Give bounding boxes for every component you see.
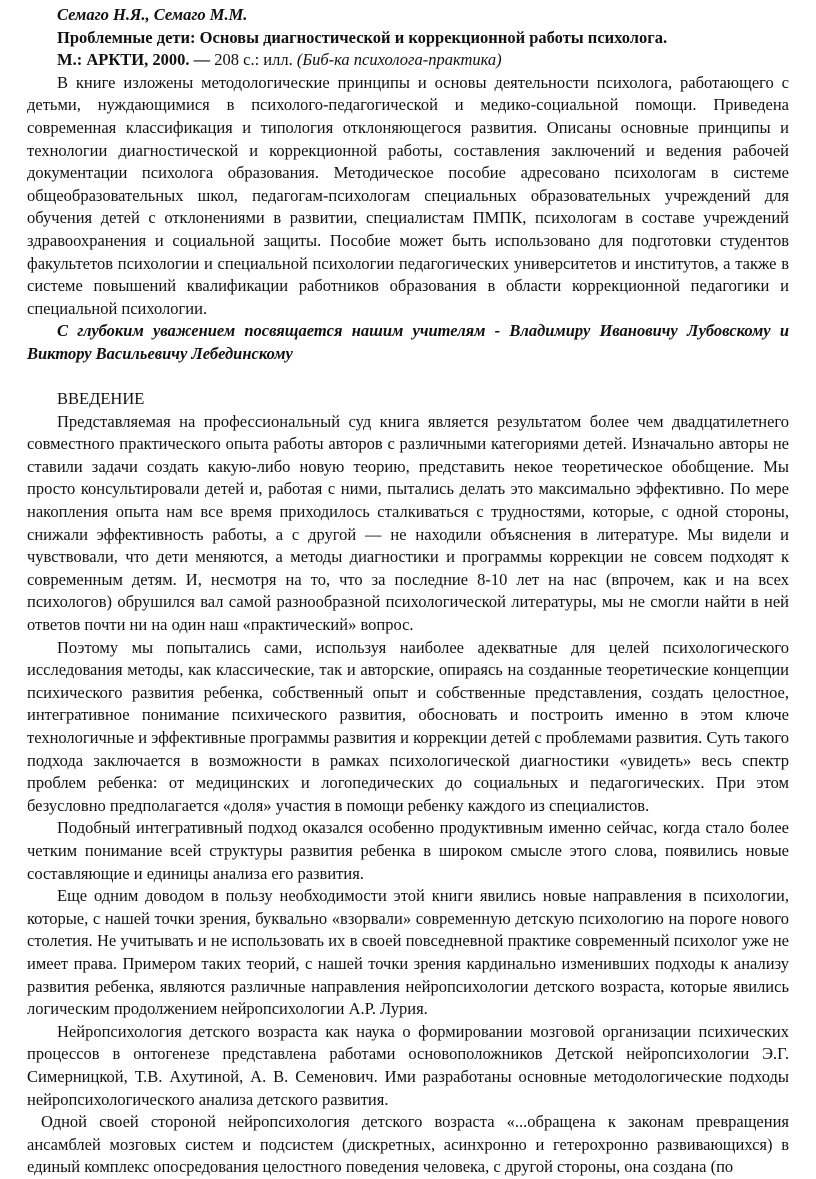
book-series: (Биб-ка психолога-практика) <box>296 50 502 70</box>
blank-line <box>27 366 789 389</box>
intro-paragraph-3: Подобный интегративный подход оказался особенно продуктивным именно сейчас, когда стало более четким понимание всей структуры развития ребенка в широком смысле этого слова, появились новые составляющие и единицы анализа его развития. <box>27 818 789 883</box>
document-page <box>27 4 789 1179</box>
intro-paragraph-4: Еще одним доводом в пользу необходимости этой книги явились новые направления в психологии, которые, с нашей точки зрения, буквально «взорвали» современную детскую психологию на пороге нового столетия. Не учитывать и не использовать их в своей повседневной практике современный психолог уже не имеет права. Примером таких теорий, с нашей точки зрения кардинально изменивших подходы к анализу развития ребенка, являются различные направления нейропсихологии детского возраста, которые явились логическим продолжением нейропсихологии А.Р. Лурия. <box>27 886 789 1019</box>
book-dedication: С глубоким уважением посвящается нашим учителям - Владимиру Ивановичу Лубовскому и Виктору Васильевичу Лебединскому <box>27 321 789 363</box>
intro-paragraph-2: Поэтому мы попытались сами, используя наиболее адекватные для целей психологического исследования методы, как классические, так и авторские, опираясь на созданные теоретические концепции психического развития ребенка, собственный опыт и собственные представления, создать целостное, интегративное понимание психического развития, обосновать и построить именно в этом ключе технологичные и эффективные программы развития и коррекции детей с проблемами развития. Суть такого подхода заключается в возможности в рамках психологической диагностики «увидеть» весь спектр проблем ребенка: от медицинских и логопедических до социальных и педагогических. При этом безусловно предполагается «доля» участия в помощи ребенку каждого из специалистов. <box>27 637 789 815</box>
book-authors: Семаго Н.Я., Семаго М.М. <box>57 5 248 24</box>
intro-paragraph-6: Одной своей стороной нейропсихология детского возраста «...обращена к законам превращения ансамблей мозговых систем и подсистем (дискретных, асинхронно и гетерохронно развивающихся) в единый комплекс опосредования целостного поведения человека, с другой стороны, она создана (по <box>27 1112 789 1177</box>
section-title: ВВЕДЕНИЕ <box>57 389 145 409</box>
book-publisher: М.: АРКТИ, 2000. — <box>57 50 211 70</box>
book-title: Проблемные дети: Основы диагностической и коррекционной работы психолога. <box>57 27 668 47</box>
book-publication-info <box>27 49 789 72</box>
book-annotation: В книге изложены методологические принципы и основы деятельности психолога, работающего с детьми, нуждающимися в психолого-педагогической и медико-социальной помощи. Приведена современная классификация и типология отклоняющегося развития. Описаны основные принципы и технологии диагностической и коррекционной работы, составления заключений и ведения рабочей документации психолога образования. Методическое пособие адресовано психологам в системе общеобразовательных школ, педагогам-психологам специальных образовательных учреждений для обучения детей с отклонениями в развитии, специалистам ПМПК, психологам в составе учреждений здравоохранения и социальной защиты. Пособие может быть использовано для подготовки студентов факультетов психологии и специальной психологии педагогических университетов и институтов, а также в системе повышений квалификации работников образования в области коррекционной педагогики и специальной психологии. <box>27 72 789 318</box>
intro-paragraph-5: Нейропсихология детского возраста как наука о формировании мозговой организации психических процессов в онтогенезе представлена работами основоположников Детской нейропсихологии Э.Г. Симерницкой, Т.В. Ахутиной, А. В. Семенович. Ими разработаны основные методологические подходы нейропсихологического анализа детского развития. <box>27 1021 789 1109</box>
book-pages: 208 с.: илл. <box>210 50 297 70</box>
intro-paragraph-1: Представляемая на профессиональный суд книга является результатом более чем двадцатилетнего совместного практического опыта работы авторов с различными категориями детей. Изначально авторы не ставили задачи создать какую-либо новую теорию, представить некое теоретическое обобщение. Мы просто консультировали детей и, работая с ними, пытались делать это максимально эффективно. По мере накопления опыта нам все время приходилось сталкиваться с трудностями, которые, с одной стороны, снижали эффективность работы, а с другой — не находили объяснения в литературе. Мы видели и чувствовали, что дети меняются, а методы диагностики и программы коррекции не совсем подходят к современным детям. И, несмотря на то, что за последние 8-10 лет на нас (впрочем, как и на всех психологов) обрушился вал самой разнообразной психологической литературы, мы не смогли найти в ней ответов почти ни на один наш «практический» вопрос. <box>27 411 789 635</box>
